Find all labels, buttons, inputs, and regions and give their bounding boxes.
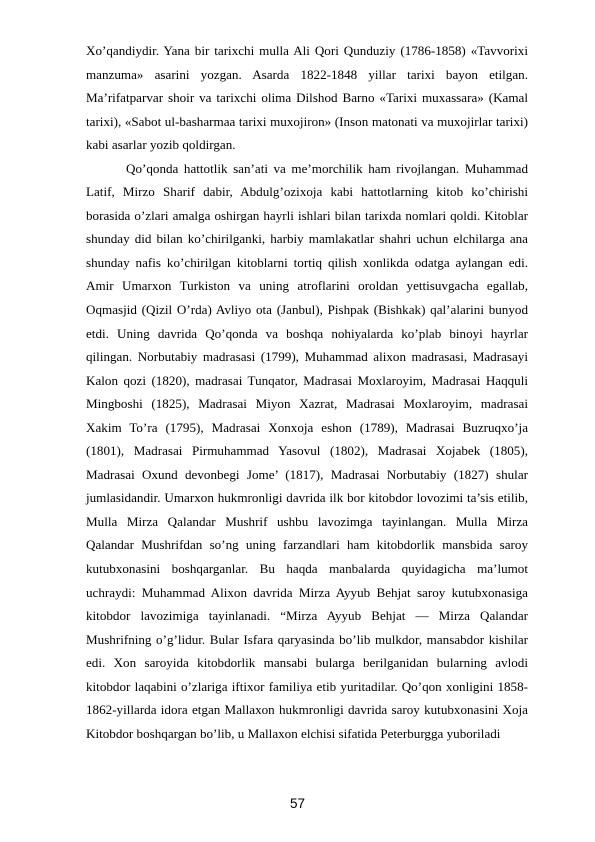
page-number: 57: [289, 796, 306, 811]
paragraph-calligraphy-architecture: Qo’qonda hattotlik san’ati va me’morchilik ham rivojlangan. Muhammad Latif, Mirzo Sharif dabir, Abdulg’ozixoja kabi hattotlarning kitob ko’chirishi borasida o’zlari amalga oshirgan hayrli ishlari bilan tarixda nomlari qoldi. Kitoblar shunday did bilan ko’chirilganki, harbiy mamlakatlar shahri uchun elchilarga ana shunday nafis ko’chirilgan kitoblarni tortiq qilish xonlikda odatga aylangan edi. Amir Umarxon Turkiston va uning atroflarini oroldan yettisuvgacha egallab, Oqmasjid (Qizil O’rda) Avliyo ota (Janbul), Pishpak (Bishkak) qal’alarini bunyod etdi. Uning davrida Qo’qonda va boshqa nohiyalarda ko’plab binoyi hayrlar qilingan. Norbutabiy madrasasi (1799), Muhammad alixon madrasasi, Madrasayi Kalon qozi (1820), madrasai Tunqator, Madrasai Moxlaroyim, Madrasai Haqquli Mingboshi (1825), Madrasai Miyon Xazrat, Madrasai Moxlaroyim, madrasai Xakim To’ra (1795), Madrasai Xonxoja eshon (1789), Madrasai Buzruqxo’ja (1801), Madrasai Pirmuhammad Yasovul (1802), Madrasai Xojabek (1805), Madrasai Oxund devonbegi Jome’ (1817), Madrasai Norbutabiy (1827) shular jumlasidandir. Umarxon hukmronligi davrida ilk bor kitobdor lovozimi ta’sis etilib, Mulla Mirza Qalandar Mushrif ushbu lavozimga tayinlangan. Mulla Mirza Qalandar Mushrifdan so’ng uning farzandlari ham kitobdorlik mansbida saroy kutubxonasini boshqarganlar. Bu haqda manbalarda quyidagicha ma’lumot uchraydi: Muhammad Alixon davrida Mirza Ayyub Behjat saroy kutubxonasiga kitobdor lavozimiga tayinlanadi. “Mirza Ayyub Behjat — Mirza Qalandar Mushrifning o’g’lidur. Bular Isfara qaryasinda bo’lib mulkdor, mansabdor kishilar edi. Xon saroyida kitobdorlik mansabi bularga berilganidan bularning avlodi kitobdor laqabini o’zlariga iftixor familiya etib yuritadilar. Qo’qon xonligini 1858-1862-yillarda idora etgan Mallaxon hukmronligi davrida saroy kutubxonasini Xoja Kitobdor boshqargan bo’lib, u Mallaxon elchisi sifatida Peterburgga yuboriladi: [86, 160, 528, 741]
paragraph-historians: Xo’qandiydir. Yana bir tarixchi mulla Ali Qori Qunduziy (1786-1858) «Tavvorixi manzuma» asarini yozgan. Asarda 1822-1848 yillar tarixi bayon etilgan. Ma’rifatparvar shoir va tarixchi olima Dilshod Barno «Tarixi muxassara» (Kamal tarixi), «Sabot ul-basharmaa tarixi muxojiron» (Inson matonati va muxojirlar tarixi) kabi asarlar yozib qoldirgan.: [86, 43, 528, 153]
document-body: [86, 39, 528, 745]
